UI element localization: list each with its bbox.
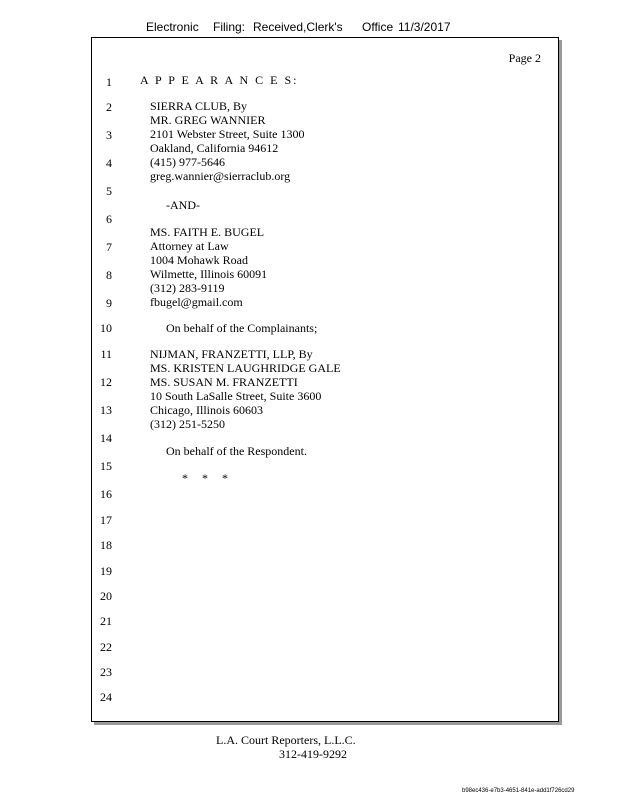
nijman-block bbox=[150, 347, 341, 431]
text-line: 2101 Webster Street, Suite 1300 bbox=[150, 127, 305, 141]
text-line: Wilmette, Illinois 60091 bbox=[150, 267, 268, 281]
line-number: 19 bbox=[100, 564, 112, 578]
line-number: 20 bbox=[100, 589, 112, 603]
line-number: 24 bbox=[100, 690, 112, 704]
footer-phone: 312-419-9292 bbox=[279, 747, 347, 761]
star-mark: * bbox=[202, 471, 208, 485]
complainants-text: On behalf of the Complainants; bbox=[166, 321, 318, 335]
appearances-heading: A P P E A R A N C E S: bbox=[140, 73, 299, 87]
line-number: 14 bbox=[100, 431, 112, 445]
line-number: 3 bbox=[106, 128, 112, 142]
email-text: greg.wannier@sierraclub.org bbox=[150, 169, 291, 183]
line-number: 21 bbox=[100, 614, 112, 628]
line-number: 18 bbox=[100, 538, 112, 552]
line-number: 8 bbox=[106, 268, 112, 282]
line-number: 15 bbox=[100, 459, 112, 473]
section-stars bbox=[182, 471, 242, 485]
footer-company: L.A. Court Reporters, L.L.C. bbox=[216, 733, 356, 747]
text-line: (312) 251-5250 bbox=[150, 417, 225, 431]
text-line: NIJMAN, FRANZETTI, LLP, By bbox=[150, 347, 313, 361]
line-number: 7 bbox=[106, 240, 112, 254]
respondent-text: On behalf of the Respondent. bbox=[166, 444, 307, 458]
star-mark: * bbox=[222, 471, 228, 485]
line-number: 5 bbox=[106, 184, 112, 198]
line-number: 22 bbox=[100, 640, 112, 654]
sierra-club-block bbox=[150, 99, 304, 183]
line-number: 2 bbox=[106, 100, 112, 114]
filing-received: Received,Clerk's bbox=[253, 20, 343, 34]
text-line: 10 South LaSalle Street, Suite 3600 bbox=[150, 389, 322, 403]
transcript-page bbox=[91, 37, 559, 722]
filing-electronic: Electronic bbox=[146, 20, 199, 34]
text-line: Chicago, Illinois 60603 bbox=[150, 403, 263, 417]
line-number: 4 bbox=[106, 156, 112, 170]
text-line: MS. SUSAN M. FRANZETTI bbox=[150, 375, 298, 389]
line-number: 17 bbox=[100, 513, 112, 527]
bugel-block bbox=[150, 225, 267, 309]
text-line: MR. GREG WANNIER bbox=[150, 113, 266, 127]
line-number: 11 bbox=[100, 347, 112, 361]
line-number: 9 bbox=[106, 296, 112, 310]
filing-office: Office bbox=[362, 20, 394, 34]
filing-header bbox=[146, 20, 451, 34]
text-line: MS. FAITH E. BUGEL bbox=[150, 225, 265, 239]
document-hash: b98ec436-e7b3-4651-841e-add1f726cd29 bbox=[462, 788, 575, 794]
line-number: 16 bbox=[100, 487, 112, 501]
filing-label: Filing: bbox=[213, 20, 246, 34]
text-line: MS. KRISTEN LAUGHRIDGE GALE bbox=[150, 361, 341, 375]
line-number: 23 bbox=[100, 665, 112, 679]
line-number: 13 bbox=[100, 403, 112, 417]
text-line: SIERRA CLUB, By bbox=[150, 99, 248, 113]
text-line: (415) 977-5646 bbox=[150, 155, 225, 169]
text-line: Attorney at Law bbox=[150, 239, 229, 253]
text-line: Oakland, California 94612 bbox=[150, 141, 279, 155]
page-number: Page 2 bbox=[508, 51, 541, 65]
email-text: fbugel@gmail.com bbox=[150, 295, 243, 309]
star-mark: * bbox=[182, 471, 188, 485]
text-line: (312) 283-9119 bbox=[150, 281, 225, 295]
filing-date: 11/3/2017 bbox=[398, 20, 451, 34]
line-number: 1 bbox=[106, 75, 112, 89]
line-number: 12 bbox=[100, 375, 112, 389]
and-separator: -AND- bbox=[166, 198, 200, 212]
text-line: 1004 Mohawk Road bbox=[150, 253, 248, 267]
line-number: 6 bbox=[106, 212, 112, 226]
line-number: 10 bbox=[100, 321, 112, 335]
